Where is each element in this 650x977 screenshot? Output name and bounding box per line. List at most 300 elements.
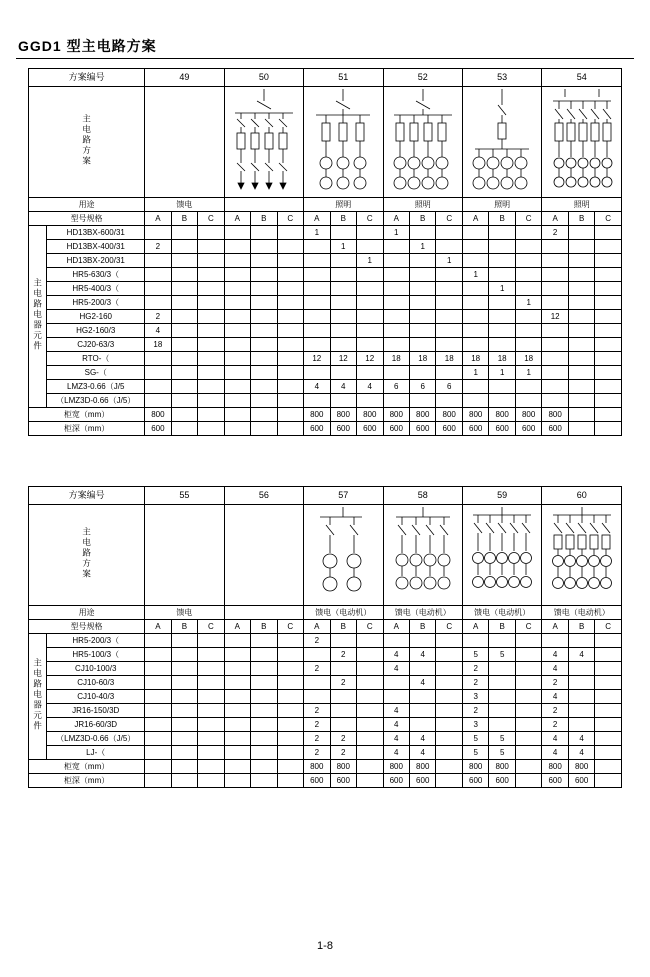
- cell: [595, 366, 622, 380]
- cell: 600: [436, 422, 462, 436]
- cell: [330, 282, 356, 296]
- col-c: C: [277, 620, 303, 634]
- cell: 2: [330, 676, 356, 690]
- table-row: [29, 662, 622, 676]
- component-name: RTO-（: [47, 352, 145, 366]
- cell: 1: [515, 296, 541, 310]
- cell: 800: [462, 760, 488, 774]
- cell: [304, 282, 330, 296]
- cell: [304, 394, 330, 408]
- diagram-row-label: 主电路方案: [29, 87, 145, 198]
- component-name: JR16-60/3D: [47, 718, 145, 732]
- cell: [251, 380, 277, 394]
- cell: [595, 718, 622, 732]
- cell: [251, 296, 277, 310]
- cell: [198, 634, 224, 648]
- cell: [515, 676, 541, 690]
- cell: [277, 394, 303, 408]
- cell: [304, 296, 330, 310]
- cell: [304, 690, 330, 704]
- cell: 5: [489, 746, 515, 760]
- cell: 2: [330, 746, 356, 760]
- scheme-number: 50: [224, 69, 303, 87]
- cell: 1: [409, 240, 435, 254]
- cell: 4: [568, 746, 594, 760]
- cell: [251, 662, 277, 676]
- component-name: CJ10-40/3: [47, 690, 145, 704]
- cell: [224, 352, 250, 366]
- cell: 2: [542, 704, 568, 718]
- spec-label: 型号规格: [29, 212, 145, 226]
- cell: [251, 324, 277, 338]
- cell: 4: [568, 732, 594, 746]
- cell: [330, 704, 356, 718]
- col-a: A: [304, 620, 330, 634]
- cell: [198, 352, 224, 366]
- cell: [277, 634, 303, 648]
- scheme-table-49-54: [28, 68, 622, 436]
- cell: [277, 282, 303, 296]
- cell: [198, 746, 224, 760]
- cell: [330, 338, 356, 352]
- circuit-diagram-57: [304, 505, 383, 606]
- cell: [251, 732, 277, 746]
- use-value: 馈电（电动机）: [383, 606, 462, 620]
- cell: [145, 254, 171, 268]
- cell: [198, 380, 224, 394]
- cell: [277, 408, 303, 422]
- table-row: [29, 690, 622, 704]
- col-a: A: [542, 620, 568, 634]
- cell: [171, 676, 197, 690]
- cell: 600: [383, 774, 409, 788]
- cell: [515, 704, 541, 718]
- cell: [251, 226, 277, 240]
- cell: 800: [330, 760, 356, 774]
- col-b: B: [568, 212, 594, 226]
- col-b: B: [489, 212, 515, 226]
- use-value: [224, 198, 303, 212]
- cell: [515, 240, 541, 254]
- cell: [542, 268, 568, 282]
- cell: 800: [145, 408, 171, 422]
- cell: 800: [304, 760, 330, 774]
- cell: 5: [462, 648, 488, 662]
- cell: [330, 254, 356, 268]
- cell: [568, 324, 594, 338]
- cell: [224, 676, 250, 690]
- cell: [357, 226, 383, 240]
- circuit-diagram-51: [304, 87, 383, 198]
- cell: 4: [409, 648, 435, 662]
- cell: [277, 676, 303, 690]
- cell: 600: [145, 422, 171, 436]
- page-number: 1-8: [317, 940, 333, 952]
- cell: [357, 268, 383, 282]
- cell: [198, 254, 224, 268]
- cell: [515, 282, 541, 296]
- cell: [357, 324, 383, 338]
- cell: [568, 310, 594, 324]
- cell: [515, 254, 541, 268]
- cell: [595, 352, 622, 366]
- col-a: A: [145, 620, 171, 634]
- use-value: 照明: [462, 198, 541, 212]
- cell: [357, 662, 383, 676]
- cell: 800: [409, 408, 435, 422]
- cell: [568, 662, 594, 676]
- cell: [145, 366, 171, 380]
- cell: [198, 760, 224, 774]
- cell: [171, 296, 197, 310]
- table-row: [29, 648, 622, 662]
- cell: [171, 324, 197, 338]
- col-b: B: [330, 212, 356, 226]
- cell: [171, 718, 197, 732]
- scheme-number-header: 方案编号: [29, 487, 145, 505]
- cell: 4: [409, 746, 435, 760]
- cell: [145, 352, 171, 366]
- cell: [357, 366, 383, 380]
- cell: [330, 226, 356, 240]
- cell: [568, 676, 594, 690]
- cell: [198, 662, 224, 676]
- col-c: C: [277, 212, 303, 226]
- cell: [251, 760, 277, 774]
- cell: [171, 690, 197, 704]
- cell: [198, 240, 224, 254]
- cell: [304, 240, 330, 254]
- cell: [515, 732, 541, 746]
- cell: [595, 240, 622, 254]
- cell: [145, 704, 171, 718]
- cell: [595, 394, 622, 408]
- scheme-number-header: 方案编号: [29, 69, 145, 87]
- cell: [409, 718, 435, 732]
- use-label: 用途: [29, 198, 145, 212]
- cell: 4: [145, 324, 171, 338]
- cell: [436, 718, 462, 732]
- cell: [409, 310, 435, 324]
- cell: 2: [145, 240, 171, 254]
- cell: 2: [145, 310, 171, 324]
- cell: [198, 296, 224, 310]
- cell: [515, 324, 541, 338]
- cell: [436, 268, 462, 282]
- cell: 6: [383, 380, 409, 394]
- cell: [383, 296, 409, 310]
- cell: [568, 268, 594, 282]
- cell: 4: [383, 746, 409, 760]
- cell: [515, 718, 541, 732]
- cell: [542, 634, 568, 648]
- cell: [357, 648, 383, 662]
- cell: [595, 422, 622, 436]
- cell: [595, 732, 622, 746]
- cell: [330, 690, 356, 704]
- col-c: C: [515, 620, 541, 634]
- cell: [436, 296, 462, 310]
- cell: [330, 324, 356, 338]
- cell: [515, 310, 541, 324]
- cell: [462, 380, 488, 394]
- cell: [330, 268, 356, 282]
- circuit-diagram-55: [145, 505, 224, 606]
- component-name: LJ-（: [47, 746, 145, 760]
- side-label: 主电路电器元件: [29, 226, 47, 408]
- cell: 12: [542, 310, 568, 324]
- cell: 800: [357, 408, 383, 422]
- cell: [383, 338, 409, 352]
- cell: 4: [542, 746, 568, 760]
- table-row: [29, 606, 622, 620]
- cell: [595, 338, 622, 352]
- cell: [409, 254, 435, 268]
- cell: [383, 324, 409, 338]
- component-name: HG2-160/3: [47, 324, 145, 338]
- cell: [330, 662, 356, 676]
- scheme-number: 56: [224, 487, 303, 505]
- cell: 3: [462, 718, 488, 732]
- cell: 6: [409, 380, 435, 394]
- cell: [277, 774, 303, 788]
- col-a: A: [542, 212, 568, 226]
- cell: 4: [357, 380, 383, 394]
- cell: [357, 718, 383, 732]
- cell: [436, 282, 462, 296]
- cell: 1: [357, 254, 383, 268]
- cell: [489, 394, 515, 408]
- cell: [436, 648, 462, 662]
- scheme-number: 58: [383, 487, 462, 505]
- cell: 1: [515, 366, 541, 380]
- cell: [277, 648, 303, 662]
- cell: [145, 718, 171, 732]
- cell: 1: [462, 366, 488, 380]
- cell: [357, 310, 383, 324]
- cell: [515, 394, 541, 408]
- cell: 4: [383, 732, 409, 746]
- cell: [198, 690, 224, 704]
- cell: [436, 760, 462, 774]
- cell: [595, 310, 622, 324]
- cell: [304, 324, 330, 338]
- cell: [357, 394, 383, 408]
- scheme-number: 49: [145, 69, 224, 87]
- cell: [489, 324, 515, 338]
- cell: [277, 226, 303, 240]
- cell: [515, 226, 541, 240]
- cell: [542, 296, 568, 310]
- use-value: 馈电: [145, 606, 224, 620]
- component-name: HR5-200/3（: [47, 296, 145, 310]
- cell: [145, 732, 171, 746]
- cell: [357, 634, 383, 648]
- cell: 12: [330, 352, 356, 366]
- cell: [595, 690, 622, 704]
- cell: [145, 296, 171, 310]
- circuit-diagram-54: [542, 87, 622, 198]
- cell: [171, 774, 197, 788]
- cell: [383, 240, 409, 254]
- cell: 1: [462, 268, 488, 282]
- component-name: LMZ3-0.66（J/5: [47, 380, 145, 394]
- table-row: [29, 240, 622, 254]
- cell: [409, 366, 435, 380]
- cell: [251, 352, 277, 366]
- cell: [198, 324, 224, 338]
- cell: [357, 690, 383, 704]
- cell: [383, 282, 409, 296]
- cell: [145, 662, 171, 676]
- cell: [251, 268, 277, 282]
- cell: [251, 408, 277, 422]
- col-b: B: [171, 212, 197, 226]
- scheme-number: 52: [383, 69, 462, 87]
- component-name: HR5-400/3（: [47, 282, 145, 296]
- use-value: 馈电（电动机）: [304, 606, 383, 620]
- circuit-diagram-59: [462, 505, 541, 606]
- cell: [436, 746, 462, 760]
- cell: [436, 338, 462, 352]
- cell: [489, 380, 515, 394]
- cell: [145, 394, 171, 408]
- cell: 2: [330, 732, 356, 746]
- use-value: 照明: [304, 198, 383, 212]
- cell: 800: [489, 760, 515, 774]
- cell: [595, 282, 622, 296]
- cell: 600: [409, 774, 435, 788]
- cell: [171, 394, 197, 408]
- cell: 600: [304, 422, 330, 436]
- cell: [304, 366, 330, 380]
- circuit-diagram-58: [383, 505, 462, 606]
- cell: [489, 676, 515, 690]
- cell: [145, 760, 171, 774]
- cell: [568, 366, 594, 380]
- cell: [436, 324, 462, 338]
- cell: [462, 324, 488, 338]
- cell: [542, 240, 568, 254]
- cell: [383, 268, 409, 282]
- cell: [409, 338, 435, 352]
- cell: [409, 296, 435, 310]
- use-value: 照明: [383, 198, 462, 212]
- cell: [436, 310, 462, 324]
- table-row: [29, 324, 622, 338]
- cell: [198, 422, 224, 436]
- cell: [462, 310, 488, 324]
- cell: [198, 394, 224, 408]
- col-c: C: [357, 620, 383, 634]
- cell: [462, 634, 488, 648]
- cell: 600: [462, 774, 488, 788]
- cell: [304, 648, 330, 662]
- cell: [224, 422, 250, 436]
- cell: [224, 268, 250, 282]
- component-name: HR5-630/3（: [47, 268, 145, 282]
- cabinet-depth-label: 柜深（mm）: [29, 774, 145, 788]
- cell: [595, 408, 622, 422]
- cell: [145, 634, 171, 648]
- table-row: [29, 198, 622, 212]
- component-name: CJ10-60/3: [47, 676, 145, 690]
- cell: [277, 760, 303, 774]
- cell: 600: [462, 422, 488, 436]
- cell: [595, 746, 622, 760]
- cell: [489, 254, 515, 268]
- cell: [409, 268, 435, 282]
- table-row: [29, 774, 622, 788]
- cell: [568, 240, 594, 254]
- cell: [198, 732, 224, 746]
- table-row: [29, 408, 622, 422]
- cell: 800: [330, 408, 356, 422]
- cell: [145, 268, 171, 282]
- cell: [436, 704, 462, 718]
- cell: [198, 310, 224, 324]
- table-row: [29, 310, 622, 324]
- cell: [489, 296, 515, 310]
- cell: [224, 310, 250, 324]
- cell: [198, 338, 224, 352]
- col-a: A: [462, 212, 488, 226]
- cell: [251, 310, 277, 324]
- table-row: [29, 487, 622, 505]
- cell: [542, 380, 568, 394]
- cell: 5: [489, 648, 515, 662]
- cell: [277, 338, 303, 352]
- component-name: HD13BX-400/31: [47, 240, 145, 254]
- cell: [277, 324, 303, 338]
- cell: 18: [462, 352, 488, 366]
- cell: 2: [304, 634, 330, 648]
- cell: 600: [515, 422, 541, 436]
- table-row: [29, 87, 622, 198]
- component-name: HR5-200/3（: [47, 634, 145, 648]
- cell: [515, 746, 541, 760]
- cell: [224, 324, 250, 338]
- cell: [568, 352, 594, 366]
- use-value: 馈电（电动机）: [542, 606, 622, 620]
- cell: 800: [568, 760, 594, 774]
- title-divider: [16, 58, 634, 59]
- cell: 800: [462, 408, 488, 422]
- cell: [436, 634, 462, 648]
- cell: [277, 254, 303, 268]
- cell: [251, 366, 277, 380]
- cell: [171, 338, 197, 352]
- cell: [198, 226, 224, 240]
- cell: [198, 704, 224, 718]
- cell: [436, 690, 462, 704]
- table-row: [29, 226, 622, 240]
- cell: [145, 226, 171, 240]
- cell: [595, 676, 622, 690]
- col-b: B: [489, 620, 515, 634]
- cell: [595, 774, 622, 788]
- cell: [595, 760, 622, 774]
- cell: [383, 676, 409, 690]
- cell: 1: [489, 282, 515, 296]
- cell: [436, 394, 462, 408]
- component-name: CJ10-100/3: [47, 662, 145, 676]
- cell: [304, 268, 330, 282]
- table-row: [29, 352, 622, 366]
- cell: 2: [304, 732, 330, 746]
- cell: [489, 338, 515, 352]
- cell: [145, 690, 171, 704]
